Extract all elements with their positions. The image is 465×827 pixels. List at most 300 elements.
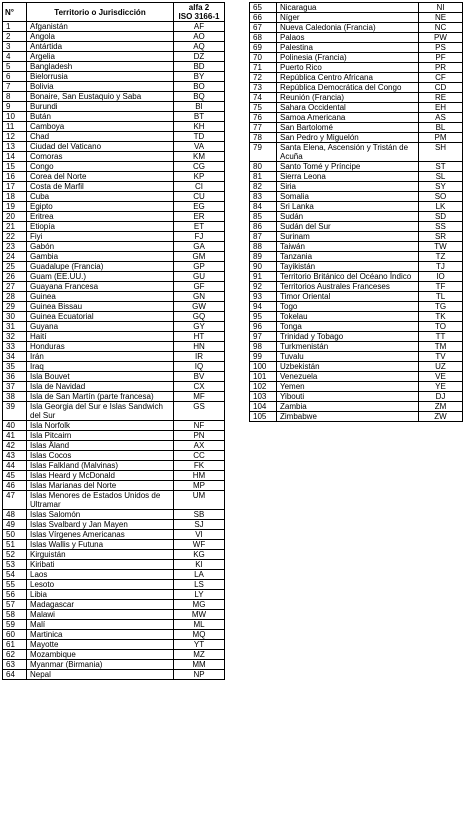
territory-name: Congo	[27, 162, 174, 172]
territory-name: Costa de Marfil	[27, 182, 174, 192]
iso-code: PF	[419, 53, 463, 63]
iso-code: TV	[419, 352, 463, 362]
iso-code: TZ	[419, 252, 463, 262]
table-row	[250, 53, 463, 63]
row-number: 67	[250, 23, 277, 33]
territory-name: Myanmar (Birmania)	[27, 660, 174, 670]
territory-name: Territorios Australes Franceses	[277, 282, 419, 292]
table-row	[250, 382, 463, 392]
row-number: 25	[3, 262, 27, 272]
row-number: 93	[250, 292, 277, 302]
territory-name: Palestina	[277, 43, 419, 53]
table-row	[250, 362, 463, 372]
row-number: 63	[3, 660, 27, 670]
row-number: 52	[3, 550, 27, 560]
iso-code: HT	[174, 332, 225, 342]
row-number: 86	[250, 222, 277, 232]
table-row	[3, 520, 225, 530]
table-row	[3, 481, 225, 491]
table-row	[250, 372, 463, 382]
row-number: 99	[250, 352, 277, 362]
iso-code: TO	[419, 322, 463, 332]
iso-code: SH	[419, 143, 463, 162]
territory-name: Irán	[27, 352, 174, 362]
table-body-left	[3, 22, 225, 680]
iso-code: BV	[174, 372, 225, 382]
iso-code: MG	[174, 600, 225, 610]
row-number: 34	[3, 352, 27, 362]
table-row	[3, 72, 225, 82]
row-number: 61	[3, 640, 27, 650]
row-number: 90	[250, 262, 277, 272]
iso-code: GA	[174, 242, 225, 252]
iso-code: ML	[174, 620, 225, 630]
iso-code: VA	[174, 142, 225, 152]
table-row	[3, 600, 225, 610]
table-row	[250, 232, 463, 242]
iso-code: ST	[419, 162, 463, 172]
territory-name: Sudán del Sur	[277, 222, 419, 232]
iso-code: TT	[419, 332, 463, 342]
iso-code: AO	[174, 32, 225, 42]
table-row	[3, 272, 225, 282]
territory-name: Madagascar	[27, 600, 174, 610]
table-row	[250, 342, 463, 352]
row-number: 79	[250, 143, 277, 162]
table-row	[3, 660, 225, 670]
row-number: 70	[250, 53, 277, 63]
row-number: 56	[3, 590, 27, 600]
territory-name: Bonaire, San Eustaquio y Saba	[27, 92, 174, 102]
row-number: 77	[250, 123, 277, 133]
row-number: 39	[3, 402, 27, 421]
row-number: 74	[250, 93, 277, 103]
territory-name: Islas Heard y McDonald	[27, 471, 174, 481]
territory-name: Somalia	[277, 192, 419, 202]
table-row	[250, 33, 463, 43]
header-row	[3, 3, 225, 22]
table-row	[3, 650, 225, 660]
territory-name: Venezuela	[277, 372, 419, 382]
territory-name: Islas Åland	[27, 441, 174, 451]
table-row	[3, 570, 225, 580]
row-number: 42	[3, 441, 27, 451]
territory-name: Yibouti	[277, 392, 419, 402]
table-row	[3, 620, 225, 630]
table-row	[250, 43, 463, 53]
territory-name: Palaos	[277, 33, 419, 43]
row-number: 44	[3, 461, 27, 471]
territory-name: Isla Georgia del Sur e Islas Sandwich del Sur	[27, 402, 174, 421]
table-row	[3, 252, 225, 262]
row-number: 13	[3, 142, 27, 152]
table-row	[250, 282, 463, 292]
row-number: 27	[3, 282, 27, 292]
territory-name: Nueva Caledonia (Francia)	[277, 23, 419, 33]
table-row	[250, 402, 463, 412]
row-number: 102	[250, 382, 277, 392]
territory-name: Uzbekistán	[277, 362, 419, 372]
territory-name: Guinea	[27, 292, 174, 302]
iso-code: IR	[174, 352, 225, 362]
row-number: 4	[3, 52, 27, 62]
row-number: 14	[3, 152, 27, 162]
territory-name: Zimbabwe	[277, 412, 419, 422]
iso-code: AS	[419, 113, 463, 123]
row-number: 91	[250, 272, 277, 282]
row-number: 64	[3, 670, 27, 680]
territory-name: Guadalupe (Francia)	[27, 262, 174, 272]
iso-code: GS	[174, 402, 225, 421]
row-number: 76	[250, 113, 277, 123]
iso-code: SL	[419, 172, 463, 182]
territory-name: Angola	[27, 32, 174, 42]
iso-code: YT	[174, 640, 225, 650]
iso-code: AF	[174, 22, 225, 32]
table-row	[3, 362, 225, 372]
territory-name: Ciudad del Vaticano	[27, 142, 174, 152]
table-row	[250, 192, 463, 202]
row-number: 47	[3, 491, 27, 510]
iso-code: KP	[174, 172, 225, 182]
row-number: 85	[250, 212, 277, 222]
row-number: 1	[3, 22, 27, 32]
territory-name: Antártida	[27, 42, 174, 52]
iso-code: ZW	[419, 412, 463, 422]
iso-code: IQ	[174, 362, 225, 372]
table-row	[250, 123, 463, 133]
territory-table-right	[249, 2, 463, 422]
row-number: 73	[250, 83, 277, 93]
iso-code: CC	[174, 451, 225, 461]
territory-name: Islas Falkland (Malvinas)	[27, 461, 174, 471]
header-code-line2: ISO 3166-1	[178, 12, 220, 21]
table-row	[3, 212, 225, 222]
table-row	[3, 112, 225, 122]
row-number: 48	[3, 510, 27, 520]
iso-code: TJ	[419, 262, 463, 272]
territory-name: Níger	[277, 13, 419, 23]
row-number: 59	[3, 620, 27, 630]
row-number: 75	[250, 103, 277, 113]
iso-code: BY	[174, 72, 225, 82]
table-row	[3, 352, 225, 362]
row-number: 5	[3, 62, 27, 72]
row-number: 103	[250, 392, 277, 402]
iso-code: SR	[419, 232, 463, 242]
row-number: 46	[3, 481, 27, 491]
territory-name: Guinea Bissau	[27, 302, 174, 312]
row-number: 15	[3, 162, 27, 172]
iso-code: NP	[174, 670, 225, 680]
table-row	[3, 540, 225, 550]
iso-code: KI	[174, 560, 225, 570]
territory-name: Iraq	[27, 362, 174, 372]
iso-code: MF	[174, 392, 225, 402]
territory-name: Kiribati	[27, 560, 174, 570]
iso-code: CG	[174, 162, 225, 172]
iso-code: TW	[419, 242, 463, 252]
iso-code: GP	[174, 262, 225, 272]
iso-code: EH	[419, 103, 463, 113]
table-row	[250, 63, 463, 73]
table-row	[3, 530, 225, 540]
territory-name: San Pedro y Miguelón	[277, 133, 419, 143]
iso-code: LK	[419, 202, 463, 212]
row-number: 60	[3, 630, 27, 640]
row-number: 98	[250, 342, 277, 352]
table-row	[250, 103, 463, 113]
row-number: 83	[250, 192, 277, 202]
table-row	[3, 550, 225, 560]
territory-name: Sierra Leona	[277, 172, 419, 182]
row-number: 19	[3, 202, 27, 212]
table-row	[3, 142, 225, 152]
row-number: 71	[250, 63, 277, 73]
iso-code: EG	[174, 202, 225, 212]
territory-name: Fiyi	[27, 232, 174, 242]
territory-name: Egipto	[27, 202, 174, 212]
row-number: 68	[250, 33, 277, 43]
table-row	[250, 3, 463, 13]
row-number: 104	[250, 402, 277, 412]
territory-name: Comoras	[27, 152, 174, 162]
iso-code: MZ	[174, 650, 225, 660]
row-number: 84	[250, 202, 277, 212]
iso-code: MP	[174, 481, 225, 491]
iso-code: GU	[174, 272, 225, 282]
territory-name: Tonga	[277, 322, 419, 332]
table-row	[3, 491, 225, 510]
territory-name: Reunión (Francia)	[277, 93, 419, 103]
territory-name: Santo Tomé y Príncipe	[277, 162, 419, 172]
row-number: 12	[3, 132, 27, 142]
territory-name: República Democrática del Congo	[277, 83, 419, 93]
iso-code: MQ	[174, 630, 225, 640]
table-row	[250, 392, 463, 402]
iso-code: PS	[419, 43, 463, 53]
iso-code: SJ	[174, 520, 225, 530]
territory-name: Martinica	[27, 630, 174, 640]
row-number: 32	[3, 332, 27, 342]
iso-code: LA	[174, 570, 225, 580]
row-number: 80	[250, 162, 277, 172]
territory-name: Mozambique	[27, 650, 174, 660]
iso-code: LY	[174, 590, 225, 600]
territory-name: Sahara Occidental	[277, 103, 419, 113]
row-number: 26	[3, 272, 27, 282]
territory-name: Isla de Navidad	[27, 382, 174, 392]
row-number: 69	[250, 43, 277, 53]
table-row	[3, 122, 225, 132]
territory-name: Malí	[27, 620, 174, 630]
territory-name: Laos	[27, 570, 174, 580]
territory-name: Eritrea	[27, 212, 174, 222]
territory-name: Bután	[27, 112, 174, 122]
table-row	[250, 352, 463, 362]
territory-name: Bangladesh	[27, 62, 174, 72]
iso-code: UM	[174, 491, 225, 510]
iso-code: KH	[174, 122, 225, 132]
territory-name: Nicaragua	[277, 3, 419, 13]
iso-code: PN	[174, 431, 225, 441]
territory-name: Guinea Ecuatorial	[27, 312, 174, 322]
territory-name: Tayikistán	[277, 262, 419, 272]
territory-name: Timor Oriental	[277, 292, 419, 302]
table-row	[3, 402, 225, 421]
territory-name: Haití	[27, 332, 174, 342]
table-row	[3, 461, 225, 471]
iso-code: DZ	[174, 52, 225, 62]
table-row	[3, 510, 225, 520]
row-number: 3	[3, 42, 27, 52]
iso-code: TK	[419, 312, 463, 322]
header-territory: Territorio o Jurisdicción	[27, 3, 174, 22]
iso-code: GQ	[174, 312, 225, 322]
table-row	[250, 222, 463, 232]
table-row	[3, 640, 225, 650]
iso-code: VI	[174, 530, 225, 540]
table-body-right	[250, 3, 463, 422]
table-row	[250, 292, 463, 302]
row-number: 10	[3, 112, 27, 122]
row-number: 45	[3, 471, 27, 481]
iso-code: ZM	[419, 402, 463, 412]
table-row	[3, 132, 225, 142]
row-number: 22	[3, 232, 27, 242]
territory-name: Tokelau	[277, 312, 419, 322]
row-number: 94	[250, 302, 277, 312]
table-row	[3, 282, 225, 292]
territory-name: Tanzania	[277, 252, 419, 262]
row-number: 65	[250, 3, 277, 13]
table-row	[3, 342, 225, 352]
row-number: 95	[250, 312, 277, 322]
table-row	[3, 302, 225, 312]
row-number: 17	[3, 182, 27, 192]
iso-code: CD	[419, 83, 463, 93]
iso-code: KG	[174, 550, 225, 560]
territory-name: República Centro Africana	[277, 73, 419, 83]
iso-code: TF	[419, 282, 463, 292]
territory-name: Isla Norfolk	[27, 421, 174, 431]
iso-code: WF	[174, 540, 225, 550]
territory-name: Afganistán	[27, 22, 174, 32]
row-number: 57	[3, 600, 27, 610]
territory-name: Islas Wallis y Futuna	[27, 540, 174, 550]
row-number: 62	[3, 650, 27, 660]
table-row	[250, 242, 463, 252]
territory-name: Islas Menores de Estados Unidos de Ultramar	[27, 491, 174, 510]
row-number: 8	[3, 92, 27, 102]
row-number: 24	[3, 252, 27, 262]
table-row	[3, 580, 225, 590]
row-number: 58	[3, 610, 27, 620]
iso-code: GM	[174, 252, 225, 262]
row-number: 30	[3, 312, 27, 322]
row-number: 37	[3, 382, 27, 392]
row-number: 23	[3, 242, 27, 252]
iso-code: BQ	[174, 92, 225, 102]
row-number: 100	[250, 362, 277, 372]
table-row	[250, 93, 463, 103]
row-number: 72	[250, 73, 277, 83]
row-number: 28	[3, 292, 27, 302]
row-number: 43	[3, 451, 27, 461]
table-row	[250, 252, 463, 262]
territory-name: Territorio Británico del Océano Índico	[277, 272, 419, 282]
row-number: 35	[3, 362, 27, 372]
table-row	[250, 172, 463, 182]
territory-name: Siria	[277, 182, 419, 192]
table-row	[3, 102, 225, 112]
table-row	[3, 262, 225, 272]
territory-name: Bolivia	[27, 82, 174, 92]
territory-name: Islas Svalbard y Jan Mayen	[27, 520, 174, 530]
table-row	[3, 192, 225, 202]
header-number: N°	[3, 3, 27, 22]
table-row	[3, 82, 225, 92]
territory-name: Malawi	[27, 610, 174, 620]
iso-code: PR	[419, 63, 463, 73]
territory-name: Mayotte	[27, 640, 174, 650]
table-row	[3, 372, 225, 382]
iso-code: KM	[174, 152, 225, 162]
iso-code: UZ	[419, 362, 463, 372]
table-row	[3, 52, 225, 62]
territory-name: Yemen	[277, 382, 419, 392]
territory-name: Turkmenistán	[277, 342, 419, 352]
iso-code: YE	[419, 382, 463, 392]
iso-code: GN	[174, 292, 225, 302]
iso-code: RE	[419, 93, 463, 103]
territory-name: Samoa Americana	[277, 113, 419, 123]
iso-code: FK	[174, 461, 225, 471]
iso-code: CU	[174, 192, 225, 202]
iso-code: NF	[174, 421, 225, 431]
table-row	[3, 441, 225, 451]
table-row	[250, 202, 463, 212]
row-number: 54	[3, 570, 27, 580]
row-number: 18	[3, 192, 27, 202]
table-row	[3, 232, 225, 242]
table-row	[250, 23, 463, 33]
table-row	[250, 212, 463, 222]
row-number: 89	[250, 252, 277, 262]
table-row	[3, 332, 225, 342]
row-number: 82	[250, 182, 277, 192]
table-row	[3, 471, 225, 481]
table-row	[3, 152, 225, 162]
iso-code: AQ	[174, 42, 225, 52]
table-row	[3, 421, 225, 431]
table-row	[3, 32, 225, 42]
iso-code: BT	[174, 112, 225, 122]
table-row	[3, 42, 225, 52]
territory-name: Guam (EE.UU.)	[27, 272, 174, 282]
iso-code: NE	[419, 13, 463, 23]
territory-name: San Bartolomé	[277, 123, 419, 133]
table-row	[3, 22, 225, 32]
territory-name: Chad	[27, 132, 174, 142]
iso-code: ER	[174, 212, 225, 222]
table-row	[3, 560, 225, 570]
table-row	[250, 312, 463, 322]
territory-name: Islas Cocos	[27, 451, 174, 461]
table-row	[250, 13, 463, 23]
iso-code: MW	[174, 610, 225, 620]
table-row	[3, 431, 225, 441]
